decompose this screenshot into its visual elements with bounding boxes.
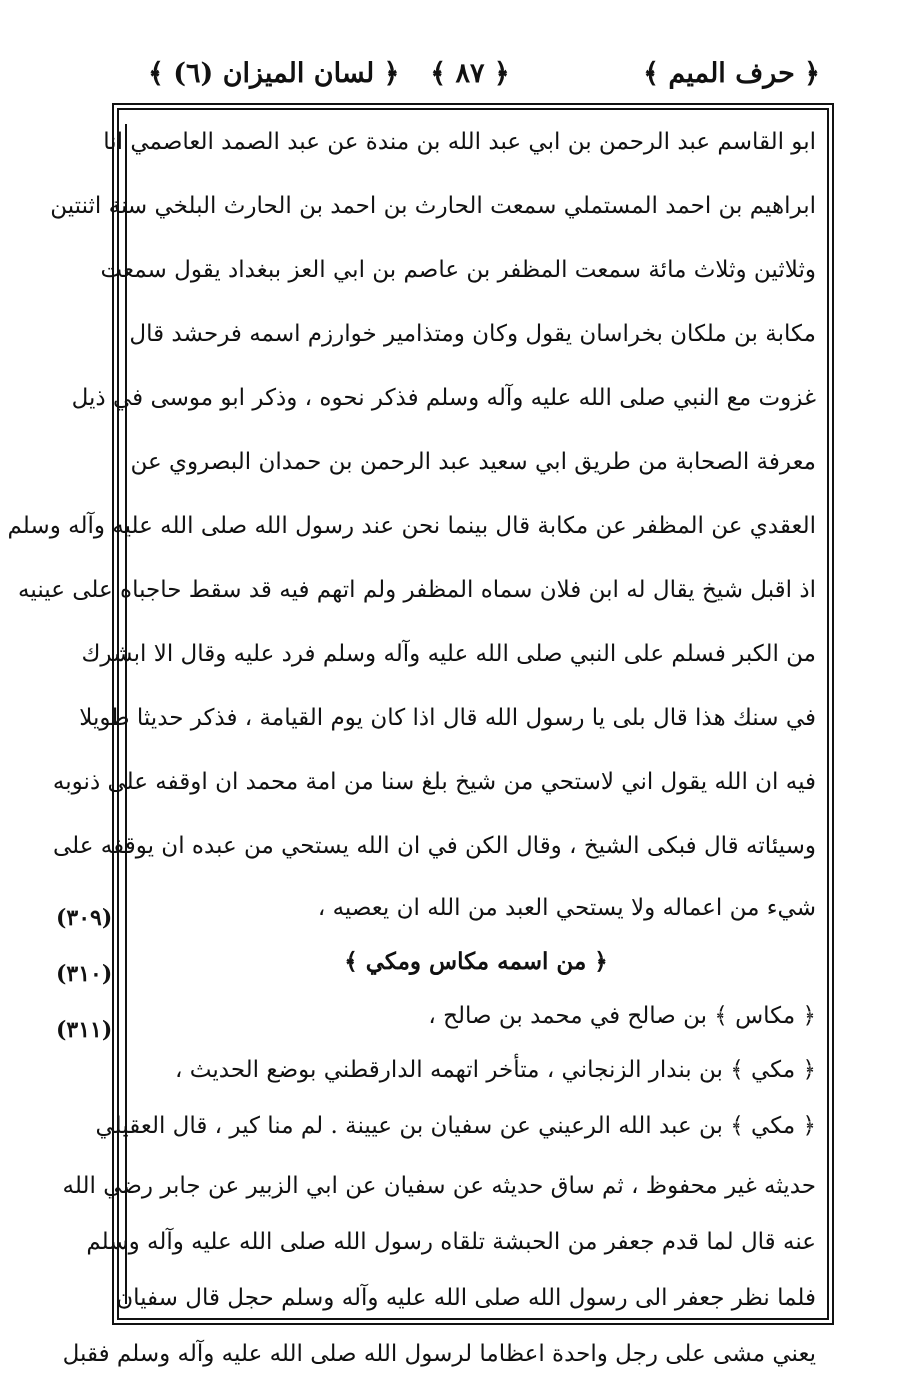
text-line: فلما نظر جعفر الى رسول الله صلى الله عليه وآله وسلم حجل قال سفيان [116,1285,816,1311]
text-line: اذ اقبل شيخ يقال له ابن فلان سماه المظفر ولم اتهم فيه قد سقط حاجباه على عينيه [18,577,816,603]
entry-text: ﴿ مكي ﴾ بن بندار الزنجاني ، متأخر اتهمه الدارقطني بوضع الحديث ، [175,1057,816,1083]
entry-number: (٣٠٩) [56,905,113,931]
entry-text: ﴿ مكاس ﴾ بن صالح في محمد بن صالح ، [428,1003,816,1029]
text-line: عنه قال لما قدم جعفر من الحبشة تلقاه رسول الله صلى الله عليه وآله وسلم [86,1229,816,1255]
chapter-title: ﴿ حرف الميم ﴾ [643,58,820,89]
page-number: ﴿ ٨٧ ﴾ [430,58,510,89]
text-line: وثلاثين وثلاث مائة سمعت المظفر بن عاصم بن ابي العز ببغداد يقول سمعت [100,257,816,283]
text-line: وسيئاته قال فبكى الشيخ ، وقال الكن في ان الله يستحي من عبده ان يوقفه على [52,833,816,859]
text-line: ابراهيم بن احمد المستملي سمعت الحارث بن احمد بن الحارث البلخي سنة اثنتين [50,193,816,219]
text-line: حديثه غير محفوظ ، ثم ساق حديثه عن سفيان عن ابي الزبير عن جابر رضي الله [62,1173,816,1199]
text-line: معرفة الصحابة من طريق ابي سعيد عبد الرحمن بن حمدان البصروي عن [130,449,816,475]
text-line: يعني مشى على رجل واحدة اعظاما لرسول الله صلى الله عليه وآله وسلم فقبل [62,1341,816,1367]
entry-text: ﴿ مكي ﴾ بن عبد الله الرعيني عن سفيان بن عيينة . لم منا كير ، قال العقيلي [95,1113,816,1139]
section-heading: ﴿ من اسمه مكاس ومكي ﴾ [344,948,608,975]
entry-number: (٣١١) [56,1017,113,1043]
entry-number: (٣١٠) [56,961,113,987]
text-line: ابو القاسم عبد الرحمن بن ابي عبد الله بن مندة عن عبد الصمد العاصمي انا [103,129,816,155]
text-line: في سنك هذا قال بلى يا رسول الله قال اذا كان يوم القيامة ، فذكر حديثا طويلا [79,705,816,731]
text-line: شيء من اعماله ولا يستحي العبد من الله ان يعصيه ، [317,895,816,921]
text-line: غزوت مع النبي صلى الله عليه وآله وسلم فذكر نحوه ، وذكر ابو موسى في ذيل [71,385,816,411]
running-header [120,52,820,96]
text-line: العقدي عن المظفر عن مكابة قال بينما نحن عند رسول الله صلى الله عليه وآله وسلم [7,513,816,539]
text-line: مكابة بن ملكان بخراسان يقول وكان ومتذامير خوارزم اسمه فرحشد قال [129,321,816,347]
text-line: فيه ان الله يقول اني لاستحي من شيخ بلغ سنا من امة محمد ان اوقفه على ذنوبه [52,769,816,795]
book-title: ﴿ لسان الميزان (٦) ﴾ [148,58,400,89]
text-line: من الكبر فسلم على النبي صلى الله عليه وآله وسلم فرد عليه وقال الا ابشرك [81,641,816,667]
